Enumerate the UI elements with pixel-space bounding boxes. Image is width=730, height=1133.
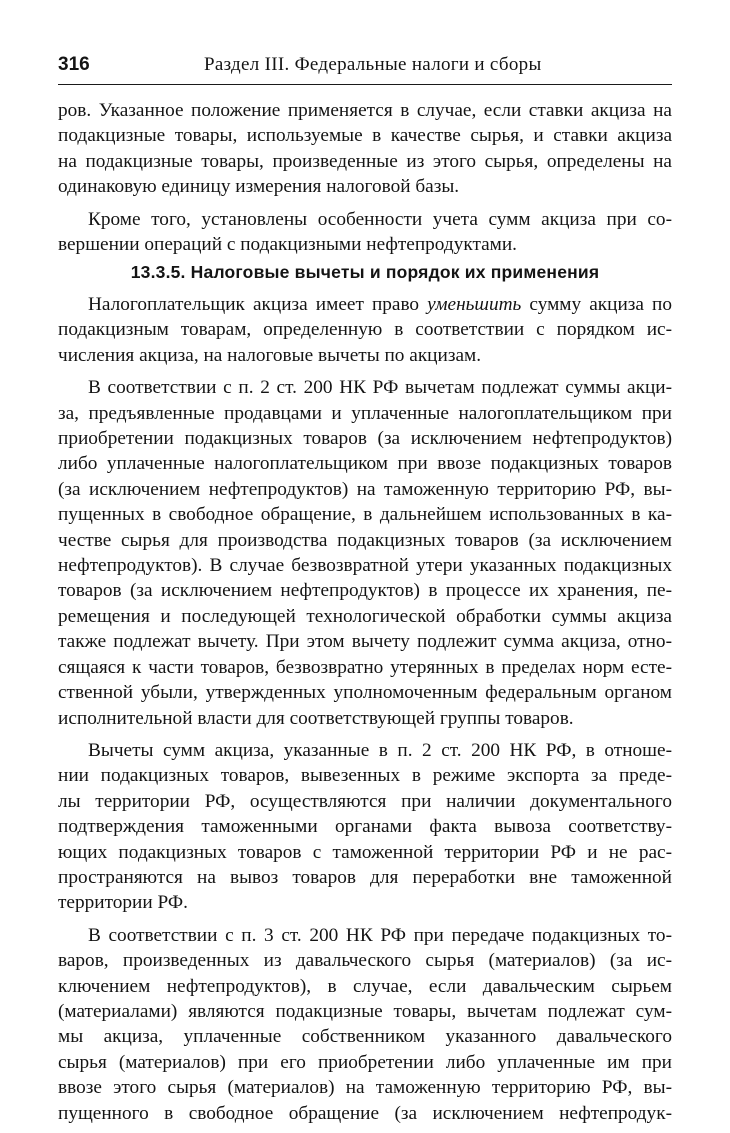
text-line: за, предъявленные продавцами и уплаченные налогоплательщиком при [58, 402, 672, 424]
text-line: сящаяся к части товаров, безвозвратно утерянных в пределах норм есте- [58, 656, 672, 678]
text-line: на подакцизные товары, произведенные из этого сырья, определены на [58, 150, 672, 172]
text-line: приобретении подакцизных товаров (за исключением нефтепродуктов) [58, 428, 672, 450]
emphasis-word: уменьшить [427, 294, 522, 315]
text-line: Кроме того, установлены особенности учета сумм акциза при со- [88, 208, 672, 230]
text-line: также подлежат вычету. При этом вычету подлежит сумма акциза, отно- [58, 631, 672, 653]
text-line: ров. Указанное положение применяется в случае, если ставки акциза на [58, 100, 672, 121]
text-line: (материалами) являются подакцизные товары, вычетам подлежат сум- [58, 1000, 672, 1022]
paragraph-intro-2 [58, 207, 672, 258]
text-line: (за исключением нефтепродуктов) на таможенную территорию РФ, вы- [58, 478, 672, 500]
text-line: подтверждения таможенными органами факта вывоза соответству- [58, 816, 672, 838]
text-line: В соответствии с п. 3 ст. 200 НК РФ при передаче подакцизных то- [88, 924, 672, 946]
text-line: товаров (за исключением нефтепродуктов) в процессе их хранения, пе- [58, 580, 672, 602]
paragraph-1 [58, 292, 672, 368]
page-header [58, 54, 674, 82]
text-line: нии подакцизных товаров, вывезенных в режиме экспорта за преде- [58, 765, 672, 787]
text-line: территории РФ. [58, 892, 188, 914]
text-line: исполнительной власти для соответствующей группы товаров. [58, 707, 574, 729]
text-line: ющих подакцизных товаров с таможенной территории РФ и не рас- [58, 841, 672, 863]
running-head: Раздел III. Федеральные налоги и сборы [204, 54, 542, 75]
text-line: нефтепродуктов). В случае безвозвратной утери указанных подакцизных [58, 555, 672, 577]
text-line: одинаковую единицу измерения налоговой базы. [58, 176, 460, 198]
text-line: лы территории РФ, осуществляются при наличии документального [58, 790, 672, 812]
section-heading: 13.3.5. Налоговые вычеты и порядок их применения [130, 262, 600, 282]
text-span: сумму акциза по [521, 294, 673, 315]
text-line: либо уплаченные налогоплательщиком при ввозе подакцизных товаров [58, 453, 672, 475]
text-line: мы акциза, уплаченные собственником указанного давальческого [58, 1026, 672, 1048]
page-number: 316 [58, 54, 90, 75]
text-line: пущенных в свободное обращение, в дальнейшем использованных в ка- [58, 504, 672, 526]
body-text-top [58, 98, 672, 264]
text-line: вершении операций с подакцизными нефтепродуктами. [58, 234, 518, 256]
text-line-with-emphasis [58, 292, 672, 317]
text-line: В соответствии с п. 2 ст. 200 НК РФ вычетам подлежат суммы акци- [88, 377, 672, 399]
body-text-section [58, 292, 672, 1133]
text-line: ственной убыли, утвержденных уполномоченным федеральным органом [58, 682, 672, 704]
paragraph-3 [58, 738, 672, 916]
text-span: Налогоплательщик акциза имеет право [88, 294, 428, 315]
text-line: сырья (материалов) при его приобретении либо уплаченные им при [58, 1051, 672, 1073]
paragraph-2 [58, 375, 672, 731]
text-line: честве сырья для производства подакцизных товаров (за исключением [58, 529, 672, 551]
text-line: ключением нефтепродуктов), в случае, если давальческим сырьем [58, 975, 672, 997]
paragraph-intro-1 [58, 98, 672, 200]
paragraph-4 [58, 923, 672, 1126]
text-line: ремещения и последующей технологической обработки суммы акциза [58, 605, 672, 627]
text-line: Вычеты сумм акциза, указанные в п. 2 ст. 200 НК РФ, в отноше- [88, 739, 672, 761]
text-line: числения акциза, на налоговые вычеты по акцизам. [58, 344, 482, 366]
header-rule [58, 84, 672, 85]
text-line: подакцизным товарам, определенную в соответствии с порядком ис- [58, 319, 672, 341]
text-line: пущенного в свободное обращение (за исключением нефтепродук- [58, 1102, 672, 1124]
text-line: варов, произведенных из давальческого сырья (материалов) (за ис- [58, 950, 672, 972]
text-line: подакцизные товары, используемые в качестве сырья, и ставки акциза [58, 125, 672, 147]
text-line: ввозе этого сырья (материалов) на таможенную территорию РФ, вы- [58, 1077, 672, 1099]
text-line: пространяются на вывоз товаров для переработки вне таможенной [58, 866, 672, 888]
